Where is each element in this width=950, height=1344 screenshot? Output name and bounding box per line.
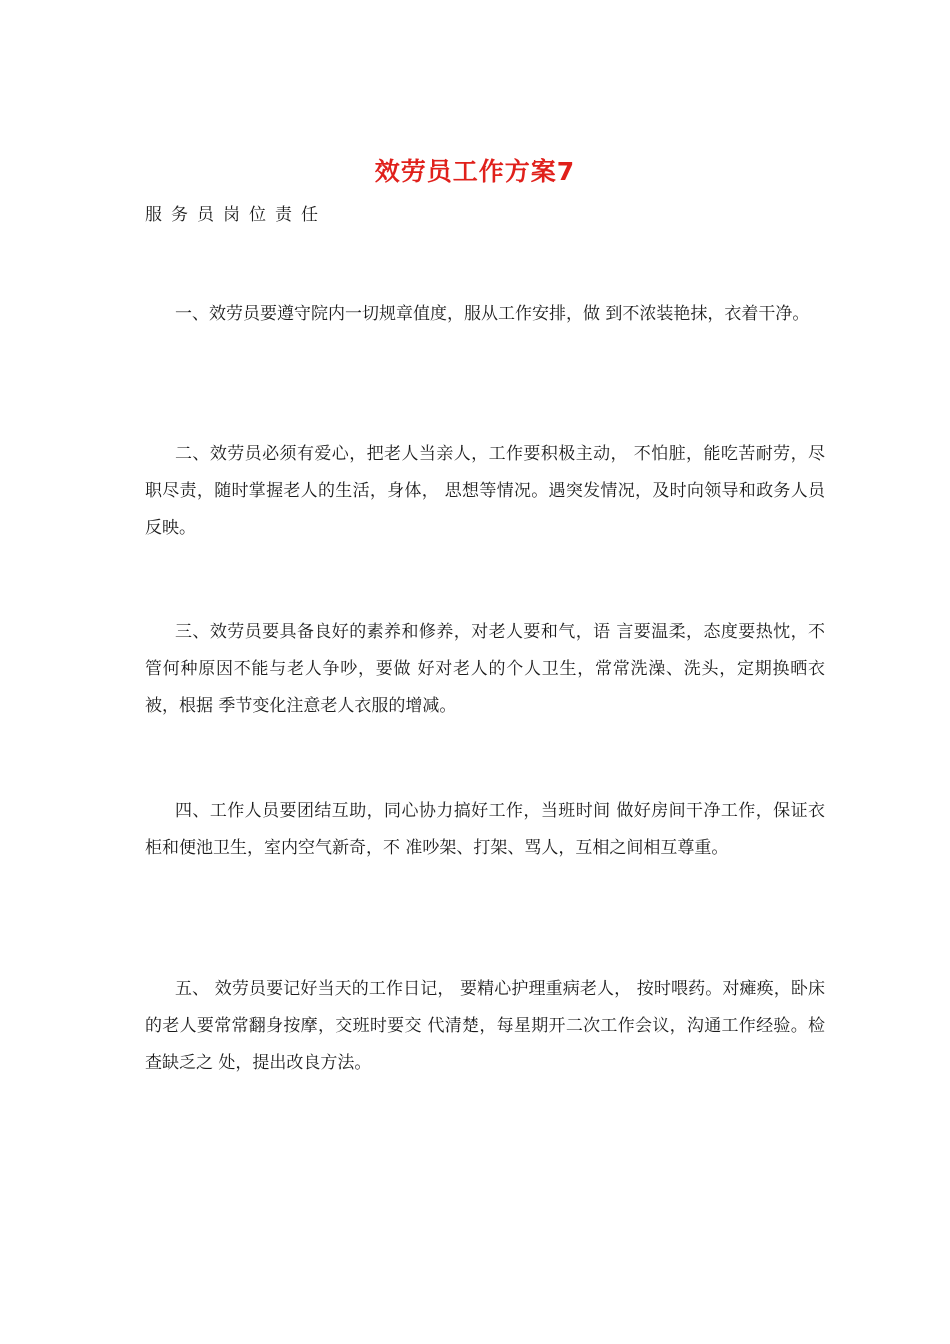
paragraph-3: 三、效劳员要具备良好的素养和修养，对老人要和气，语 言要温柔，态度要热忱，不管何种原因不能与老人争吵，要做 好对老人的个人卫生，常常洗澡、洗头，定期换晒衣被，根据 季节变化注意老人衣服的增减。 xyxy=(145,622,825,716)
paragraph-1: 一、效劳员要遵守院内一切规章值度，服从工作安排，做 到不浓装艳抹，衣着干净。 xyxy=(175,304,810,324)
document-title: 效劳员工作方案7 xyxy=(374,157,576,186)
paragraph-5: 五、 效劳员要记好当天的工作日记， 要精心护理重病老人， 按时喂药。对瘫痪，卧床的老人要常常翻身按摩，交班时要交 代清楚，每星期开二次工作会议，沟通工作经验。检查缺乏之 处，提出改良方法。 xyxy=(145,979,825,1073)
document-subtitle: 服务员岗位责任 xyxy=(145,205,327,225)
paragraph-2: 二、效劳员必须有爱心，把老人当亲人，工作要积极主动， 不怕脏，能吃苦耐劳，尽职尽责，随时掌握老人的生活，身体， 思想等情况。遇突发情况，及时向领导和政务人员反映。 xyxy=(145,444,825,538)
paragraph-4: 四、工作人员要团结互助，同心协力搞好工作，当班时间 做好房间干净工作，保证衣柜和便池卫生，室内空气新奇，不 准吵架、打架、骂人，互相之间相互尊重。 xyxy=(145,801,825,858)
